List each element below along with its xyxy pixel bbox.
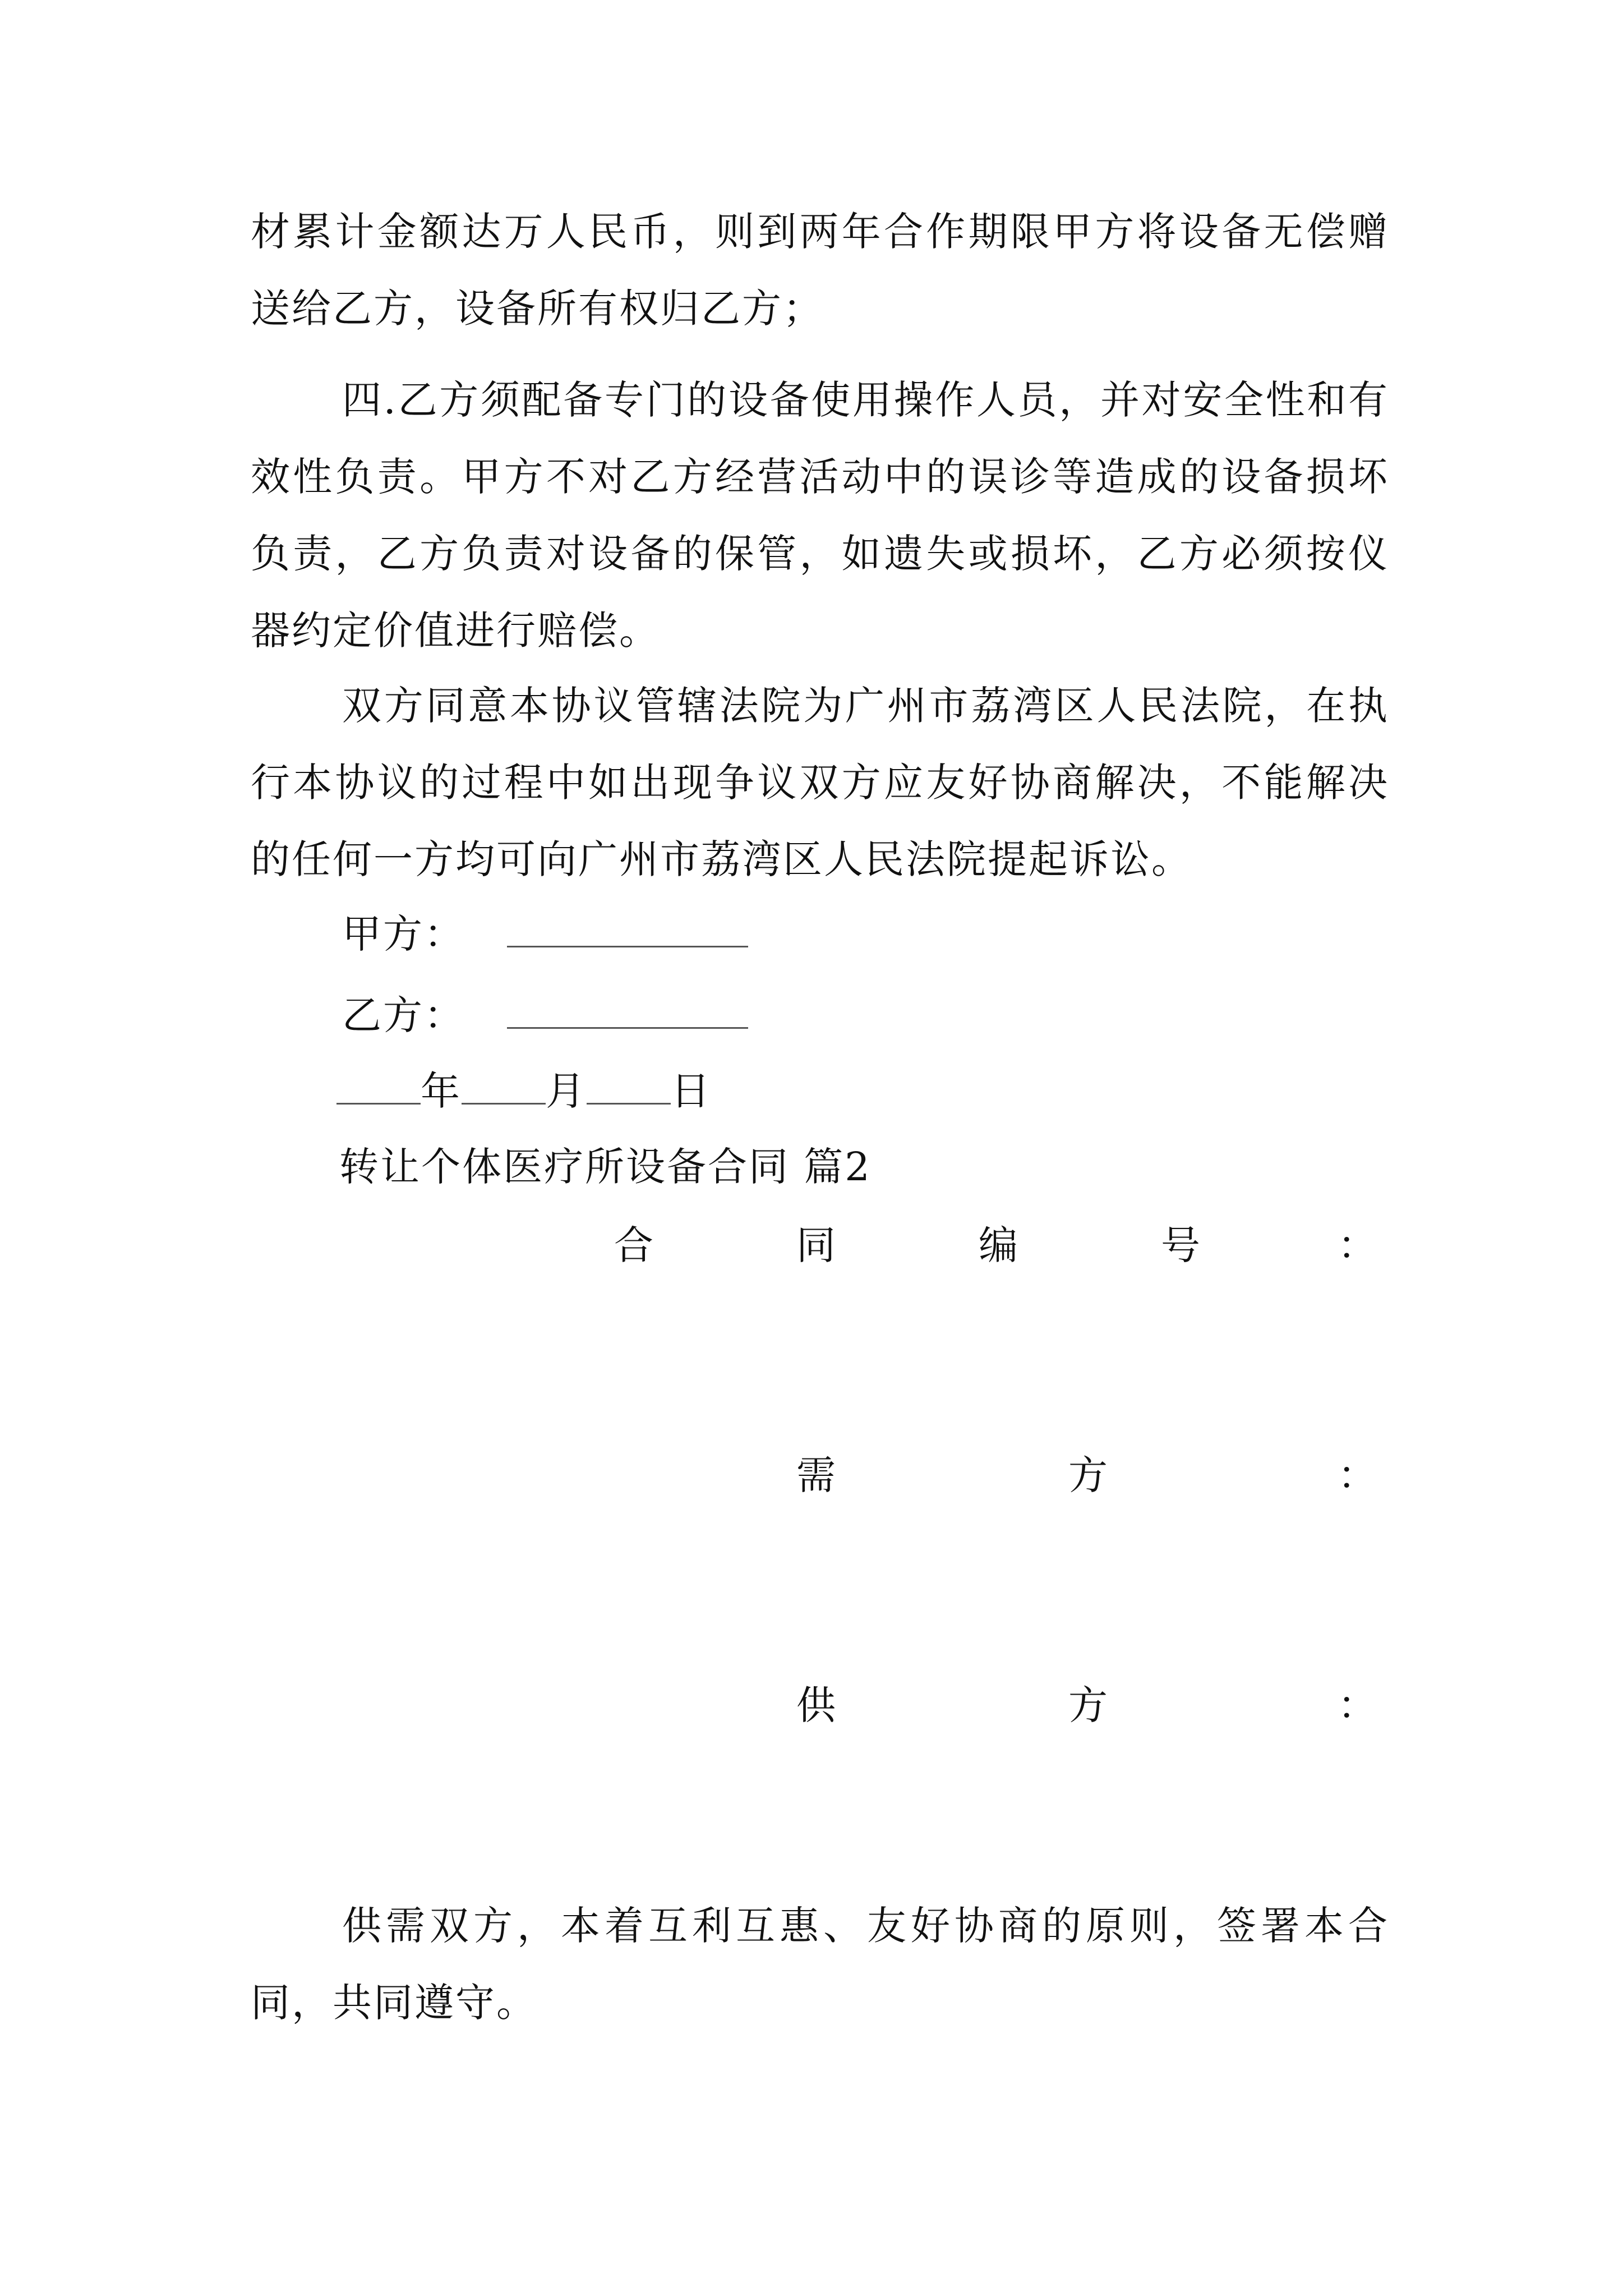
section-title: 转让个体医疗所设备合同 篇2 — [339, 1144, 872, 1190]
year-label: 年 — [421, 1068, 462, 1114]
party-a-label: 甲方： — [342, 911, 465, 957]
demand-party-char-1: 需 — [796, 1452, 836, 1498]
paragraph-closing: 供需双方，本着互利互惠、友好协商的原则，签署本合同，共同遵守。 — [251, 1903, 1389, 2026]
paragraph-clause-four: 四.乙方须配备专门的设备使用操作人员，并对安全性和有效性负责。甲方不对乙方经营活动中的误诊等造成的设备损坏负责，乙方负责对设备的保管，如遗失或损坏，乙方必须按仪器约定价值进行赔偿。 — [251, 377, 1389, 654]
month-label: 月 — [546, 1068, 587, 1114]
paragraph-jurisdiction: 双方同意本协议管辖法院为广州市荔湾区人民法院，在执行本协议的过程中如出现争议双方应友好协商解决，不能解决的任何一方均可向广州市荔湾区人民法院提起诉讼。 — [251, 683, 1389, 882]
day-blank — [587, 1068, 671, 1105]
paragraph-continuation: 材累计金额达万人民币，则到两年合作期限甲方将设备无偿赠送给乙方，设备所有权归乙方； — [251, 209, 1389, 332]
date-line — [336, 1063, 712, 1119]
contract-no-char-1: 合 — [614, 1222, 653, 1268]
demand-party-char-2: 方 — [1068, 1452, 1108, 1498]
supply-party-colon: ： — [1338, 1682, 1377, 1728]
month-blank — [462, 1068, 546, 1105]
contract-no-char-4: 号 — [1161, 1222, 1200, 1268]
party-b-label: 乙方： — [342, 992, 465, 1038]
demand-party-colon: ： — [1338, 1452, 1377, 1498]
contract-no-char-2: 同 — [796, 1222, 836, 1268]
supply-party-char-2: 方 — [1068, 1682, 1108, 1728]
contract-no-char-3: 编 — [979, 1222, 1018, 1268]
contract-no-colon: ： — [1338, 1222, 1377, 1268]
party-b-blank — [507, 992, 748, 1029]
day-label: 日 — [671, 1068, 712, 1114]
party-a-blank — [507, 911, 748, 947]
year-blank — [336, 1068, 421, 1105]
supply-party-char-1: 供 — [796, 1682, 836, 1728]
party-a-line — [342, 906, 748, 962]
party-b-line — [342, 987, 748, 1043]
